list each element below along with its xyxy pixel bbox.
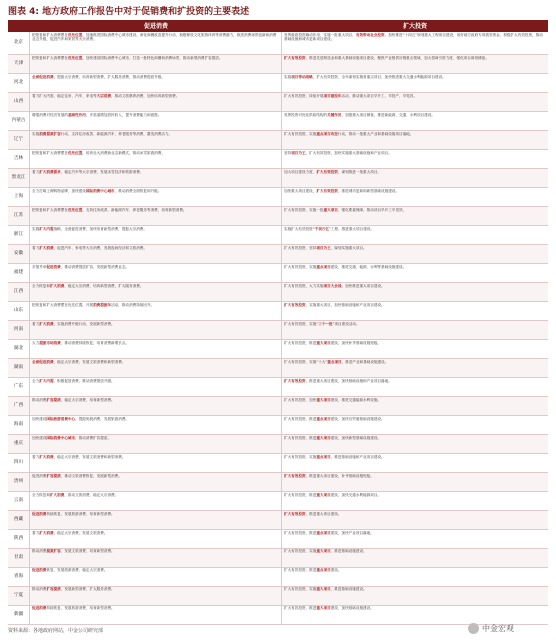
highlight-text: 提质扩容	[46, 549, 61, 554]
highlight-text: 扩大消费	[49, 283, 65, 288]
consumption-cell: 推动消费扩容提质，发展新型消费，扩大服务消费。	[30, 587, 282, 605]
investment-cell: 扩大有效投资，实施重大项目，推进基础设施建设。	[284, 549, 367, 554]
highlight-text: 消费提振年	[93, 302, 112, 307]
highlight-text: 关键作用	[327, 112, 342, 117]
highlight-text: 重大项目	[316, 587, 331, 592]
province-cell: 广东	[8, 378, 30, 396]
table-row	[8, 397, 548, 416]
table-row	[8, 511, 548, 530]
province-cell: 广西	[8, 397, 30, 415]
province-cell: 上海	[8, 188, 30, 206]
highlight-text: 扩大有效投资	[284, 511, 306, 516]
table-row	[8, 283, 548, 302]
consumption-cell: 促进消费扩容提质，推动文旅消费恢复，发展新型消费。	[30, 473, 282, 491]
investment-cell: 发挥政府投资撬动作用，实施一批重大项目，有效带动社会投资。加快推进“十四五”规划重大工程项目建设，用好地方政府专项债券资金，积极扩大有效投资，推动基础设施和城市更新项目建设。	[284, 32, 543, 41]
consumption-cell: 着力扩大消费，稳定大宗消费，发展文旅消费。	[30, 530, 282, 548]
highlight-text: 重点项目攻坚	[316, 131, 338, 136]
consumption-cell: 全力恢复和扩大消费，推动文旅消费，稳定大宗消费。	[30, 492, 282, 510]
province-cell: 宁夏	[8, 587, 30, 605]
consumption-cell: 大力提振市场消费，推动消费持续恢复，培育消费新增长点。	[30, 340, 282, 358]
province-cell: 浙江	[8, 226, 30, 244]
policy-table	[8, 20, 548, 625]
highlight-text: 扩大消费	[49, 492, 65, 497]
highlight-text: 大宗消费	[96, 93, 112, 98]
highlight-text: 优先位置	[67, 32, 83, 37]
highlight-text: 重大项目	[316, 492, 331, 497]
highlight-text: 扩大有效投资	[284, 55, 306, 60]
investment-cell: 扩大有效投资，加快重大项目建设，推进交通能源水利设施。	[284, 397, 382, 402]
investment-cell: 扩大有效投资，推进重点项目建设。	[284, 568, 342, 573]
province-cell: 贵州	[8, 473, 30, 491]
highlight-text: 重大项目	[316, 606, 331, 611]
table-row	[8, 568, 548, 587]
highlight-text: 重点项目	[316, 416, 331, 421]
investment-cell: 扩大有效投资，推进重大项目建设，加快交通水利能源项目。	[284, 492, 382, 497]
investment-cell: 扩大有效投资，坚持项目为王，谋划实施重大项目。	[284, 245, 367, 250]
highlight-text: 扩大消费需求	[39, 169, 61, 174]
highlight-text: 扩容提质	[46, 397, 61, 402]
consumption-cell: 促进消费持续恢复，发展旅游消费，培育新型消费。	[30, 511, 282, 529]
table-row	[8, 55, 548, 74]
consumption-cell: 多措并举促进消费，推动消费提质扩容，发展新型消费业态。	[30, 264, 282, 282]
province-cell: 湖南	[8, 359, 30, 377]
highlight-text: 全面促进消费	[32, 74, 54, 79]
highlight-text: 扩大有效投资	[284, 473, 306, 478]
investment-cell: 扩大有效投资，实施重大项目，加快基础设施和产业项目建设。	[284, 302, 385, 307]
table-row	[8, 93, 548, 112]
table-row	[8, 340, 548, 359]
highlight-text: 扩大消费	[39, 321, 54, 326]
consumption-cell: 实施消费提质扩容行动，支持住房改善、新能源汽车、养老服务等消费，激发消费活力。	[30, 131, 282, 149]
highlight-text: 扩大有效投资	[316, 169, 338, 174]
province-cell: 内蒙古	[8, 112, 30, 130]
province-cell: 安徽	[8, 245, 30, 263]
highlight-text: 重大项目	[323, 207, 338, 212]
province-cell: 辽宁	[8, 131, 30, 149]
province-cell: 海南	[8, 416, 30, 434]
investment-cell: 实施项目带动战略，扩大有效投资，全年谋划实施省重点项目，加快推进重大交通水利能源项目建设。	[284, 74, 446, 79]
highlight-text: 扩大消费	[39, 530, 54, 535]
highlight-text: 重大项目	[316, 435, 331, 440]
figure-title	[8, 4, 548, 18]
investment-cell: 扩大有效投资，大力实施项目大会战，加快推进重大项目建设。	[284, 283, 385, 288]
highlight-text: 扩大内需	[39, 378, 54, 383]
table-row	[8, 226, 548, 245]
province-cell: 吉林	[8, 150, 30, 168]
highlight-text: 重点项目	[316, 454, 331, 459]
table-row	[8, 378, 548, 397]
table-header	[8, 21, 548, 32]
highlight-text: 全面促进消费	[32, 359, 54, 364]
highlight-text: 项目为王	[316, 245, 331, 250]
highlight-text: 促进消费	[46, 264, 61, 269]
investment-cell: 加快重大项目建设，扩大有效投资，推进城市更新和新型基础设施建设。	[284, 188, 399, 193]
table-row	[8, 454, 548, 473]
table-row	[8, 188, 548, 207]
province-cell: 甘肃	[8, 549, 30, 567]
investment-cell: 扩大有效投资，推进重大项目建设，加快基础设施建设。	[284, 606, 374, 611]
highlight-text: 扩大消费	[39, 245, 54, 250]
province-cell: 河南	[8, 321, 30, 339]
table-row	[8, 131, 548, 150]
province-cell: 重庆	[8, 435, 30, 453]
highlight-text: 三个一批	[318, 321, 333, 326]
consumption-cell: 实施扩大内需战略，全面促进消费，加快培育新型消费，提振大宗消费。	[30, 226, 282, 244]
highlight-text: 扩大消费	[39, 454, 54, 459]
highlight-text: 项目为王	[291, 150, 306, 155]
highlight-text: 促进消费	[32, 568, 47, 573]
province-cell: 山东	[8, 302, 30, 320]
highlight-text: 国际消费中心城市	[85, 188, 115, 193]
consumption-cell: 把恢复和扩大消费摆在优先位置，加快建设国际消费中心城市，打造一批特色商圈和消费场景，推动新型消费扩容提质。	[30, 55, 282, 73]
investment-cell: 扩大有效投资，持续开展项目建设年活动，推动重大项目早开工、早投产、早见效。	[284, 93, 417, 98]
watermark	[468, 623, 514, 634]
highlight-text: 扩大内需	[39, 226, 54, 231]
highlight-text: 扩容提质	[46, 473, 61, 478]
highlight-text: 重大项目	[316, 397, 331, 402]
table-row	[8, 492, 548, 511]
investment-cell: 扩大有效投资，推进重大项目建设。	[284, 511, 342, 516]
consumption-cell: 把恢复和扩大消费摆在优先位置，支持住房改善、新能源汽车、养老服务等消费，培育新型消费。	[30, 207, 282, 225]
province-cell: 云南	[8, 492, 30, 510]
highlight-text: 有效带动社会投资	[355, 32, 385, 37]
table-row	[8, 435, 548, 454]
province-cell: 新疆	[8, 606, 30, 624]
table-body	[8, 32, 548, 625]
table-row	[8, 473, 548, 492]
investment-cell: 扩大有效投资，推进重大项目建设，加快补齐基础设施短板。	[284, 340, 382, 345]
highlight-text: 国际旅游消费中心	[46, 416, 76, 421]
investment-cell: 扩大有效投资，实施重大项目，推进基础设施建设。	[284, 587, 367, 592]
investment-cell: 扩大有效投资，推进重大项目建设，加快新型基础设施建设。	[284, 435, 382, 440]
source-note: 资料来源：各地政府网站，中金公司研究部	[8, 628, 104, 634]
investment-cell: 扩大有效投资，实施重点项目，推进基础设施和产业项目建设。	[284, 454, 385, 459]
highlight-text: 优先位置	[67, 207, 83, 212]
consumption-cell: 把恢复和扩大消费摆在优先位置，加速推进国际消费中心城市建设。深化商圈改造提升行动，积极释放文化旅游体育等消费潜力，推进消费场景创新和消费业态升级，促进汽车和家居等大宗消费。	[30, 32, 282, 54]
province-cell: 陕西	[8, 530, 30, 548]
province-cell: 江西	[8, 283, 30, 301]
consumption-cell: 着力扩大消费，促进汽车、家电等大宗消费，发展夜间经济和文旅消费。	[30, 245, 282, 263]
investment-cell: 实施扩大有效投资“千项万亿”工程，推进重大项目建设。	[284, 226, 374, 231]
investment-cell: 扩大有效投资，实施重点项目建设，推进交通、能源、水利等基础设施建设。	[284, 264, 407, 269]
province-cell: 湖北	[8, 340, 30, 358]
watermark-text: 中金宏观	[482, 624, 514, 633]
consumption-cell: 增强消费对经济发展的基础性作用，多渠道增加居民收入，提升消费能力和意愿。	[30, 112, 282, 130]
highlight-text: 基础性作用	[67, 112, 86, 117]
consumption-cell: 把恢复和扩大消费摆在优先位置，开展消费提振年活动，推动消费持续回升。	[30, 302, 282, 320]
consumption-cell: 加快建设国际消费中心城市，推动消费扩容提质。	[30, 435, 282, 453]
consumption-cell: 全面促进消费，提振大宗消费，培育新型消费，扩大服务消费，推动消费提质升级。	[30, 74, 282, 92]
investment-cell: 扩大有效投资，推进重大项目建设，加快基础设施和产业项目落地。	[284, 378, 392, 383]
consumption-cell: 推动消费提质扩容，发展文旅消费，培育新型消费。	[30, 549, 282, 567]
table-row	[8, 245, 548, 264]
table-row	[8, 587, 548, 606]
highlight-text: 重点项目	[327, 359, 342, 364]
investment-cell: 扩大有效投资，推进重点项目建设，加快自贸港基础设施建设。	[284, 416, 385, 421]
highlight-text: 重大项目	[316, 549, 331, 554]
table-row	[8, 302, 548, 321]
consumption-cell: 全力扩大内需，积极促进消费，推动消费提质升级。	[30, 378, 282, 396]
province-cell: 山西	[8, 93, 30, 111]
table-row	[8, 606, 548, 625]
province-cell: 黑龙江	[8, 169, 30, 187]
province-cell: 河北	[8, 74, 30, 92]
consumption-cell: 把恢复和扩大消费摆在优先位置，培育壮大消费新业态新模式，推动冰雪旅游消费。	[30, 150, 282, 168]
table-row	[8, 321, 548, 340]
table-row	[8, 169, 548, 188]
highlight-text: 重点项目	[316, 530, 331, 535]
highlight-text: 消费提质扩容	[39, 131, 61, 136]
table-row	[8, 32, 548, 55]
consumption-cell: 全面促进消费，稳定大宗消费，发展文旅消费和新型消费。	[30, 359, 282, 377]
investment-cell: 扩大有效投资，实施“三个一批”项目建设活动。	[284, 321, 360, 326]
highlight-text: 促进消费	[32, 511, 47, 516]
highlight-text: 扩大有效投资	[316, 188, 338, 193]
province-cell: 天津	[8, 55, 30, 73]
highlight-text: 扩容提质	[46, 587, 61, 592]
consumption-cell: 促进消费恢复，发展旅游消费，稳定大宗消费。	[30, 568, 282, 586]
header-province	[8, 21, 30, 32]
consumption-cell: 着力扩大内需，稳定住房、汽车、家电等大宗消费，推动文旅康养消费，加快培育新型消费。	[30, 93, 282, 111]
highlight-text: 项目大会战	[323, 283, 342, 288]
investment-cell: 坚持项目为王，扩大有效投资，加快实施重大基础设施和产业项目。	[284, 150, 392, 155]
highlight-text: 项目带动战略	[291, 74, 313, 79]
header-investment: 扩大投资	[402, 23, 427, 30]
consumption-cell: 着力扩大消费，稳定大宗消费，发展文旅消费和新型消费。	[30, 454, 282, 472]
table-row	[8, 359, 548, 378]
investment-cell: 扩大有效投资，推进重大项目建设，补齐基础设施短板。	[284, 473, 374, 478]
investment-cell: 发挥投资对优化供给结构的关键作用，加强重大项目储备，推进新能源、交通、水利项目建设。	[284, 112, 435, 117]
highlight-text: 扩大有效投资	[284, 302, 306, 307]
consumption-cell: 着力扩大消费需求，稳定汽车等大宗消费，发展冰雪经济和旅游消费。	[30, 169, 282, 187]
highlight-text: 优先位置	[67, 55, 83, 60]
highlight-text: 提振市场消费	[39, 340, 61, 345]
highlight-text: 优先位置	[67, 150, 83, 155]
consumption-cell: 加快建设国际旅游消费中心，提振免税消费，发展旅游消费。	[30, 416, 282, 434]
wechat-icon	[468, 623, 479, 634]
highlight-text: 促进消费	[32, 606, 47, 611]
header-consumption: 促进消费	[143, 23, 168, 30]
highlight-text: 重点项目	[316, 568, 331, 573]
highlight-text: 项目建设年	[323, 93, 342, 98]
highlight-text: 国际消费中心城市	[46, 435, 76, 440]
province-cell: 江苏	[8, 207, 30, 225]
table-row	[8, 264, 548, 283]
investment-cell: 扩大有效投资，推进先进制造业和重大基础设施项目建设，聚焦产业链供应链重点领域，加大招商引资力度，强化项目谋划储备。	[284, 55, 489, 60]
investment-cell: 扩大有效投资，实施“十大”重点项目，推进产业和基础设施建设。	[284, 359, 389, 364]
table-row	[8, 530, 548, 549]
investment-cell: 加大项目建设力度，扩大有效投资，谋划推进一批重大项目。	[284, 169, 382, 174]
consumption-cell: 推动消费扩容提质，稳定大宗消费，培育新型消费。	[30, 397, 282, 415]
investment-cell: 扩大有效投资，实施重点项目攻坚行动，推动一批重大产业和基础设施项目落地。	[284, 131, 414, 136]
consumption-cell: 促进消费持续恢复，发展旅游消费，培育新型消费。	[30, 606, 282, 624]
investment-cell: 扩大有效投资，实施一批重大项目，强化要素保障，推动项目早开工早见效。	[284, 207, 407, 212]
province-cell: 北京	[8, 32, 30, 54]
table-row	[8, 549, 548, 568]
highlight-text: 千项万亿	[314, 226, 329, 231]
province-cell: 四川	[8, 454, 30, 472]
table-row	[8, 150, 548, 169]
table-row	[8, 416, 548, 435]
table-row	[8, 74, 548, 93]
consumption-cell: 全力打响上海购物品牌，加快建设国际消费中心城市，推动消费全面恢复和升级。	[30, 188, 282, 206]
figure-title-text: 图表 4: 地方政府工作报告中对于促销费和扩投资的主要表述	[8, 7, 250, 17]
highlight-text: 重大项目	[316, 340, 331, 345]
table-row	[8, 207, 548, 226]
province-cell: 青海	[8, 568, 30, 586]
consumption-cell: 全力恢复和扩大消费，稳定大宗消费，培育新型消费，扩大服务消费。	[30, 283, 282, 301]
consumption-cell: 着力扩大消费，实施消费升级行动，发展新型消费。	[30, 321, 282, 339]
province-cell: 福建	[8, 264, 30, 282]
highlight-text: 重点项目	[316, 264, 331, 269]
highlight-text: 扩大有效投资	[284, 378, 306, 383]
table-row	[8, 112, 548, 131]
investment-cell: 扩大有效投资，推进重点项目建设，加快产业项目落地。	[284, 530, 374, 535]
province-cell: 西藏	[8, 511, 30, 529]
